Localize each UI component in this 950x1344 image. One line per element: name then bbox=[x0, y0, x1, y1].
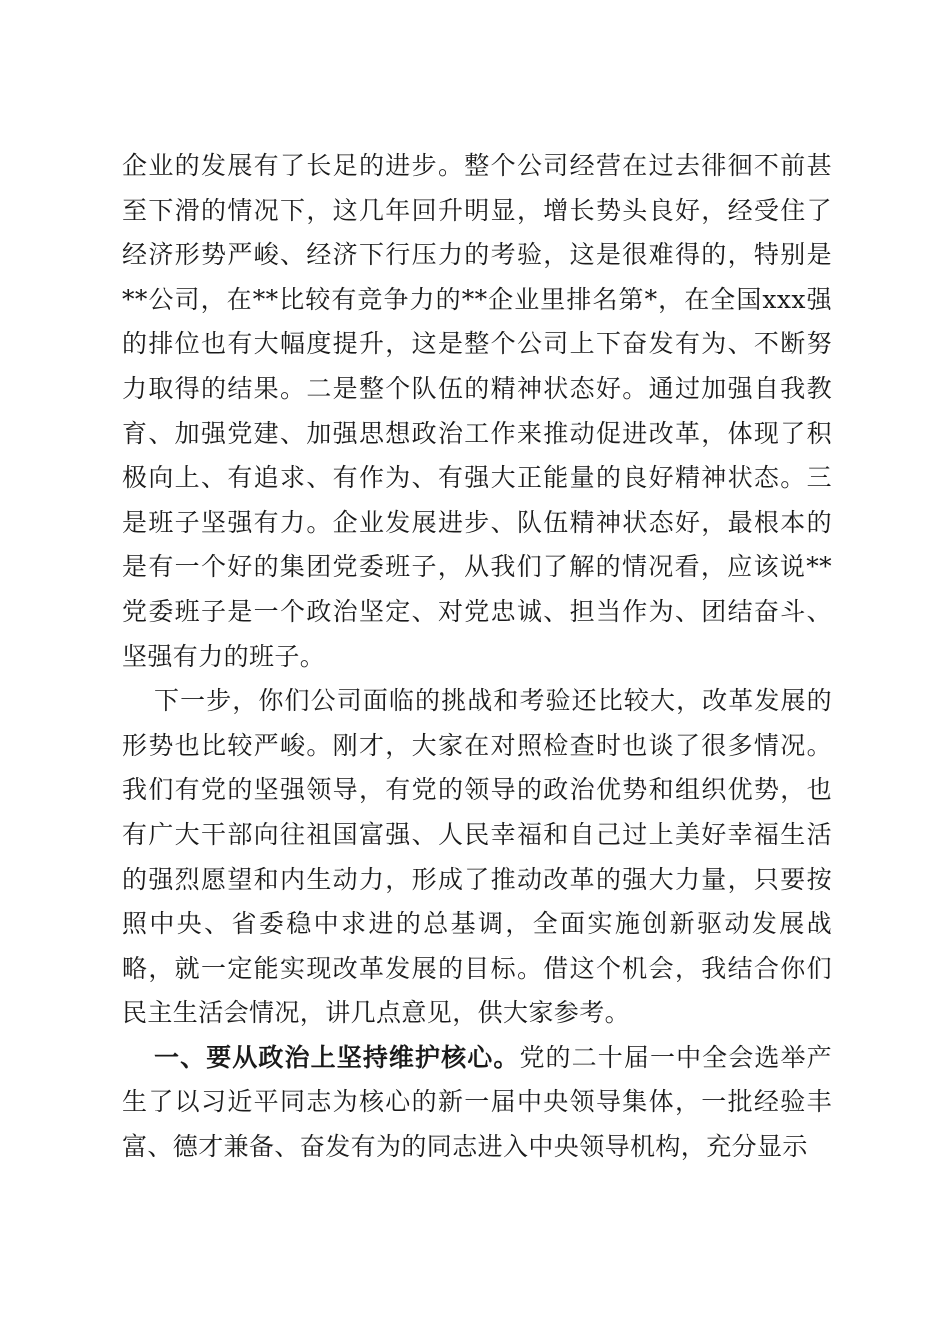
paragraph-section-one bbox=[122, 1036, 832, 1170]
paragraph-text: 企业的发展有了长足的进步。整个公司经营在过去徘徊不前甚至下滑的情况下，这几年回升明显，增长势头良好，经受住了经济形势严峻、经济下行压力的考验，这是很难得的，特别是**公司，在**比较有竞争力的**企业里排名第*，在全国xxx强的排位也有大幅度提升，这是整个公司上下奋发有为、不断努力取得的结果。二是整个队伍的精神状态好。通过加强自我教育、加强党建、加强思想政治工作来推动促进改革，体现了积极向上、有追求、有作为、有强大正能量的良好精神状态。三是班子坚强有力。企业发展进步、队伍精神状态好，最根本的是有一个好的集团党委班子，从我们了解的情况看，应该说**党委班子是一个政治坚定、对党忠诚、担当作为、团结奋斗、坚强有力的班子。 bbox=[122, 151, 832, 671]
section-heading: 一、要从政治上坚持维护核心。 bbox=[154, 1042, 520, 1072]
paragraph-text: 党的二十届一中全会选举产生了以习近平同志为核心的新一届中央领导集体，一批经验丰富、德才兼备、奋发有为的同志进入中央领导机构，充分显示 bbox=[122, 1042, 832, 1162]
paragraph-continuation bbox=[122, 144, 832, 679]
paragraph-text: 下一步，你们公司面临的挑战和考验还比较大，改革发展的形势也比较严峻。刚才，大家在对照检查时也谈了很多情况。我们有党的坚强领导，有党的领导的政治优势和组织优势，也有广大干部向往祖国富强、人民幸福和自己过上美好幸福生活的强烈愿望和内生动力，形成了推动改革的强大力量，只要按照中央、省委稳中求进的总基调，全面实施创新驱动发展战略，就一定能实现改革发展的目标。借这个机会，我结合你们民主生活会情况，讲几点意见，供大家参考。 bbox=[122, 686, 832, 1028]
paragraph-next-steps bbox=[122, 679, 832, 1036]
document-body bbox=[122, 144, 832, 1170]
